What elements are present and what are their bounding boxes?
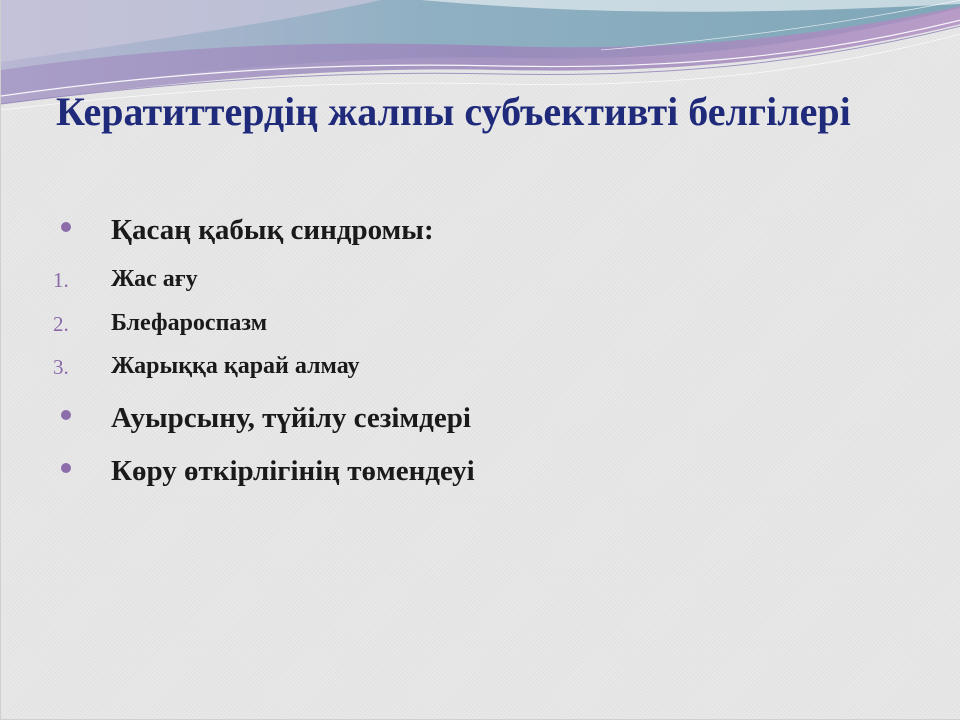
list-item (1, 353, 960, 385)
list-item-text: Қасаң қабық синдромы: (111, 214, 434, 246)
list-item (1, 402, 960, 442)
list-item-number: 3. (53, 355, 69, 379)
list-item-text: Көру өткірлігінің төмендеуі (111, 455, 475, 487)
list-item-text: Жас ағу (111, 266, 198, 292)
bullet-list (1, 0, 960, 720)
bullet-icon (61, 463, 71, 473)
list-item-number: 1. (53, 268, 69, 292)
bullet-icon (61, 410, 71, 420)
slide-title: Кератиттердің жалпы субъективті белгілері (56, 89, 851, 134)
list-item-number: 2. (53, 312, 69, 336)
list-item (1, 266, 960, 298)
list-item (1, 455, 960, 495)
list-item (1, 310, 960, 342)
bullet-icon (61, 222, 71, 232)
list-item-text: Жарыққа қарай алмау (111, 353, 360, 379)
list-item (1, 214, 960, 254)
list-item-text: Блефароспазм (111, 310, 268, 336)
list-item-text: Ауырсыну, түйілу сезімдері (111, 402, 471, 434)
